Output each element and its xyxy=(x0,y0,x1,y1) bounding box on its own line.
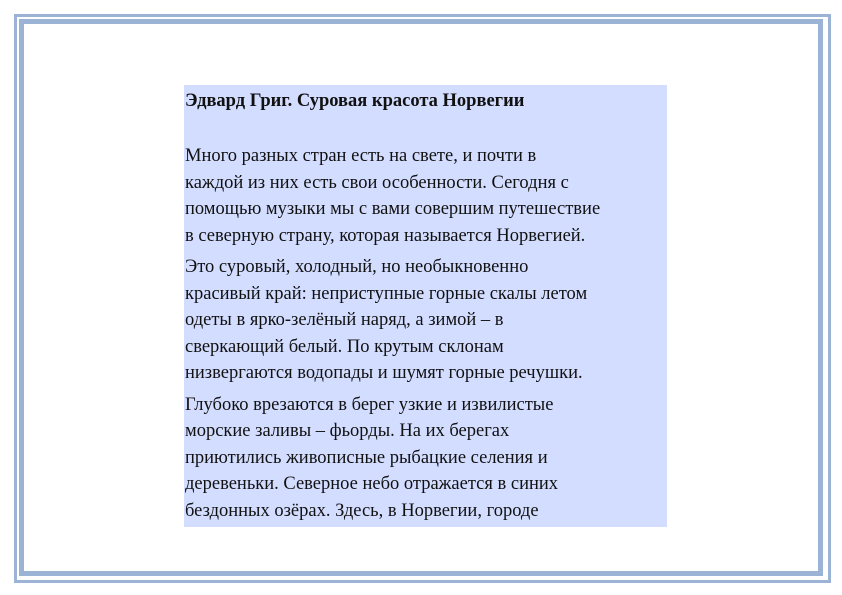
paragraph-1 xyxy=(184,143,667,249)
paragraph-line: приютились живописные рыбацкие селения и xyxy=(185,447,548,468)
paragraph-line: в северную страну, которая называется Норвегией. xyxy=(185,225,586,246)
paragraph-2 xyxy=(184,254,667,387)
paragraph-line: Это суровый, холодный, но необыкновенно xyxy=(185,257,529,277)
paragraph-line: Много разных стран есть на свете, и почти в xyxy=(185,146,537,166)
paragraph-line: морские заливы – фьорды. На их берегах xyxy=(185,421,510,441)
paragraph-line: одеты в ярко-зелёный наряд, а зимой – в xyxy=(185,310,504,330)
paragraph-line: бездонных озёрах. Здесь, в Норвегии, городе xyxy=(185,500,539,521)
paragraph-line: каждой из них есть свои особенности. Сегодня с xyxy=(185,172,569,193)
paragraph-line: красивый край: неприступные горные скалы летом xyxy=(185,283,588,304)
paragraph-line: Глубоко врезаются в берег узкие и извилистые xyxy=(185,394,554,415)
paragraph-line: низвергаются водопады и шумят горные речушки. xyxy=(185,363,583,383)
document-title: Эдвард Григ. Суровая красота Норвегии xyxy=(185,91,525,111)
paragraph-line: деревеньки. Северное небо отражается в синих xyxy=(185,474,559,494)
paragraph-line: помощью музыки мы с вами совершим путешествие xyxy=(185,199,601,219)
paragraph-line: сверкающий белый. По крутым склонам xyxy=(185,336,504,357)
text-box xyxy=(184,85,667,527)
paragraph-3 xyxy=(184,392,667,525)
